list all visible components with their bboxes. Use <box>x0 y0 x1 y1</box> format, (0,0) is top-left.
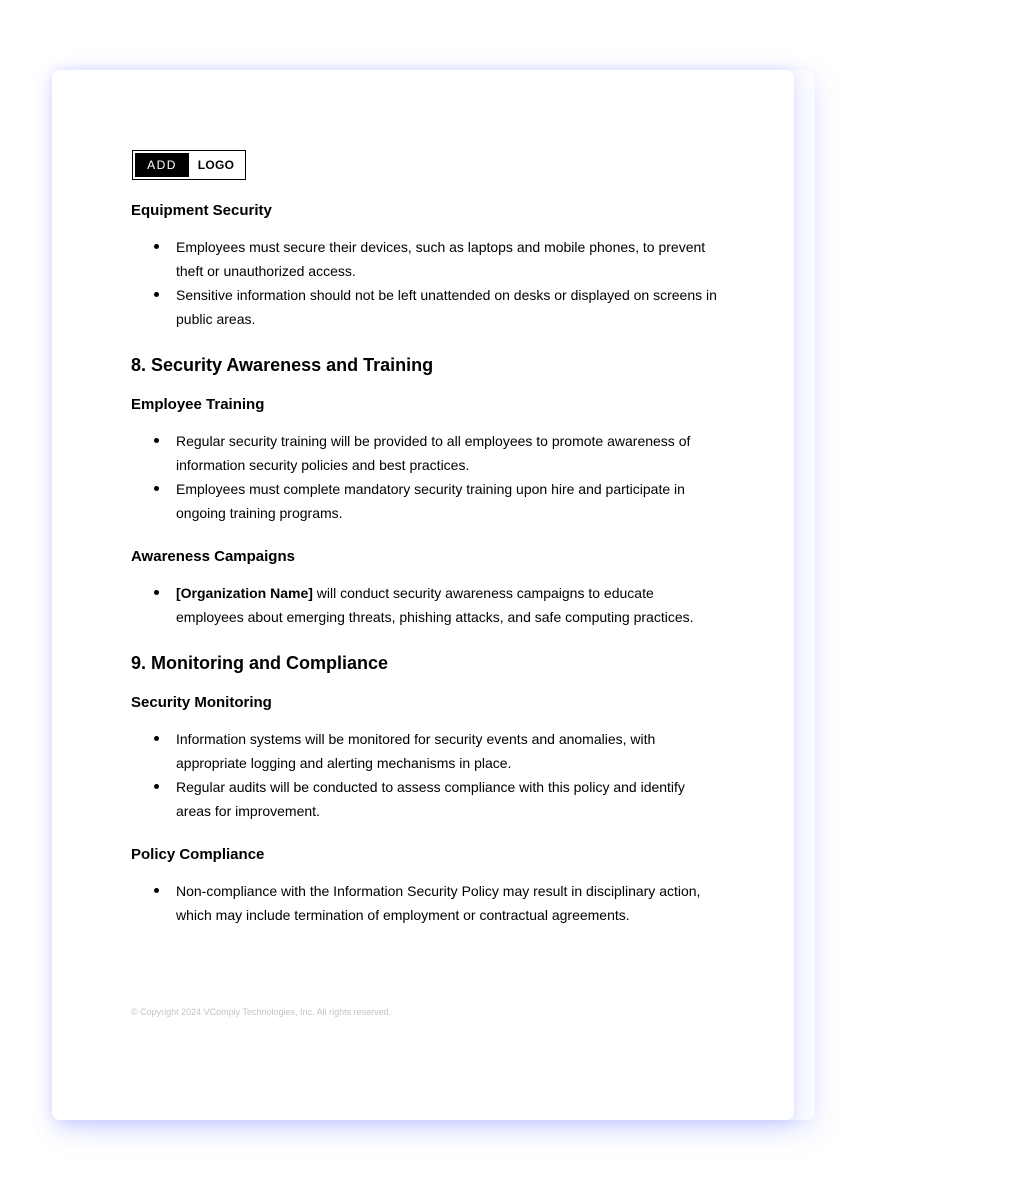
list-item: Employees must complete mandatory security training upon hire and participate in ongoing training programs. <box>131 477 721 525</box>
heading-security-monitoring: Security Monitoring <box>131 694 272 711</box>
list-item: Regular security training will be provided to all employees to promote awareness of information security policies and best practices. <box>131 429 721 477</box>
list-item: Employees must secure their devices, such as laptops and mobile phones, to prevent theft or unauthorized access. <box>131 235 721 283</box>
logo-label: LOGO <box>197 158 235 172</box>
awareness-campaigns-list <box>131 581 721 629</box>
organization-name-placeholder: [Organization Name] <box>176 585 313 601</box>
heading-employee-training: Employee Training <box>131 396 265 413</box>
heading-section-8: 8. Security Awareness and Training <box>131 355 434 375</box>
heading-equipment-security: Equipment Security <box>131 202 272 219</box>
list-item: Information systems will be monitored for security events and anomalies, with appropriate logging and alerting mechanisms in place. <box>131 727 721 775</box>
list-item: Regular audits will be conducted to assess compliance with this policy and identify areas for improvement. <box>131 775 721 823</box>
list-item: Sensitive information should not be left unattended on desks or displayed on screens in public areas. <box>131 283 721 331</box>
heading-awareness-campaigns: Awareness Campaigns <box>131 548 295 565</box>
list-item-text: will conduct security awareness campaigns to educate employees about emerging threats, phishing attacks, and safe computing practices. <box>176 585 694 625</box>
heading-policy-compliance: Policy Compliance <box>131 846 265 863</box>
document-content <box>131 150 721 927</box>
logo-add-label: ADD <box>135 153 189 177</box>
policy-compliance-list <box>131 879 721 927</box>
equipment-security-list <box>131 235 721 331</box>
copyright-footer: © Copyright 2024 VComply Technologies, Inc. All rights reserved. <box>131 1007 392 1017</box>
employee-training-list <box>131 429 721 525</box>
logo-placeholder[interactable] <box>132 150 246 180</box>
heading-section-9: 9. Monitoring and Compliance <box>131 653 389 673</box>
security-monitoring-list <box>131 727 721 823</box>
list-item <box>131 581 721 629</box>
document-page <box>52 70 794 1120</box>
list-item: Non-compliance with the Information Security Policy may result in disciplinary action, which may include termination of employment or contractual agreements. <box>131 879 721 927</box>
